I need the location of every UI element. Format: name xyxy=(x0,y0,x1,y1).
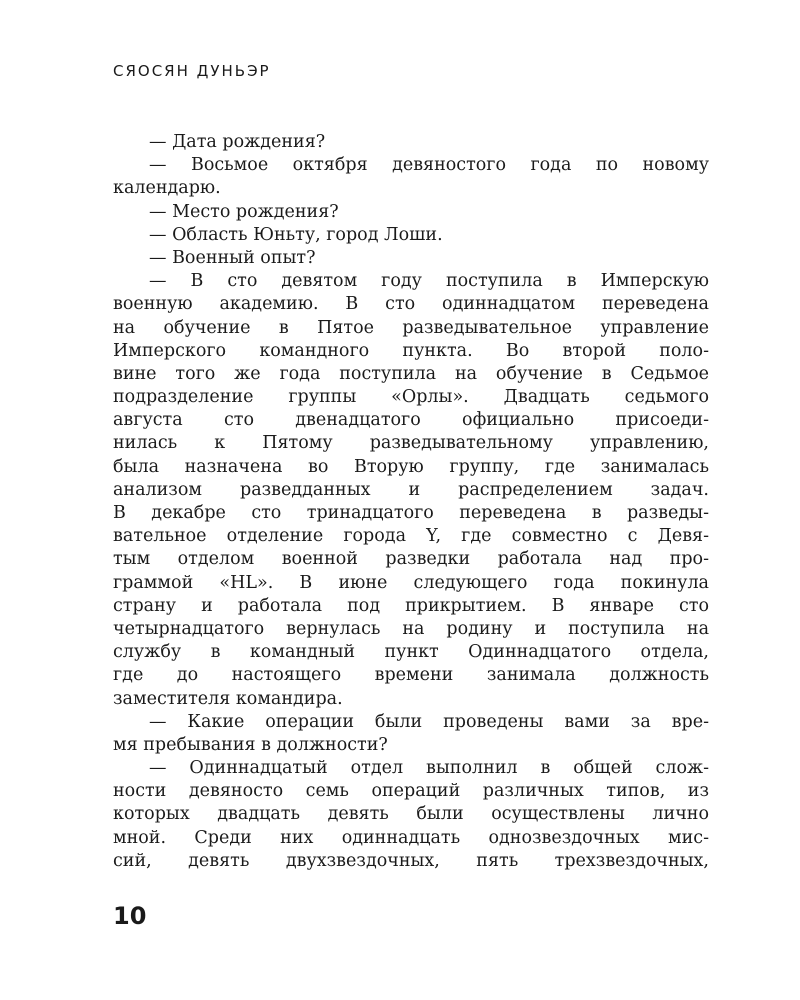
text-line: страну и работала под прикрытием. В январе сто xyxy=(113,595,709,616)
page-number: 10 xyxy=(113,902,147,930)
text-line: тым отделом военной разведки работала над про- xyxy=(113,549,709,570)
text-line: — Какие операции были проведены вами за вре- xyxy=(149,711,709,732)
text-line: — Место рождения? xyxy=(149,201,339,222)
body-text xyxy=(113,131,709,873)
text-line: — Дата рождения? xyxy=(149,132,326,152)
text-line: — Восьмое октября девяностого года по новому xyxy=(149,155,709,176)
text-line: которых двадцать девять были осуществлены лично xyxy=(113,804,709,825)
text-line: была назначена во Вторую группу, где занималась xyxy=(113,456,709,477)
text-line: Имперского командного пункта. Во второй поло- xyxy=(113,340,709,361)
text-line: четырнадцатого вернулась на родину и поступила на xyxy=(113,618,709,639)
text-line: В декабре сто тринадцатого переведена в разведы- xyxy=(113,503,709,523)
text-line: мной. Среди них одиннадцать однозвездочных мис- xyxy=(113,827,709,848)
text-line: мя пребывания в должности? xyxy=(113,734,388,755)
text-line: заместителя командира. xyxy=(113,688,343,709)
text-line: сий, девять двухзвездочных, пять трехзвездочных, xyxy=(113,850,709,871)
text-line: вине того же года поступила на обучение в Седьмое xyxy=(113,363,709,384)
text-line: анализом разведданных и распределением задач. xyxy=(113,479,709,500)
text-line: — Военный опыт? xyxy=(149,247,316,268)
text-line: — Одиннадцатый отдел выполнил в общей слож- xyxy=(149,758,709,779)
text-line: граммой «HL». В июне следующего года покинула xyxy=(113,572,709,593)
text-line: ности девяносто семь операций различных типов, из xyxy=(113,781,709,802)
running-head: СЯОСЯН ДУНЬЭР xyxy=(113,62,271,80)
text-line: августа сто двенадцатого официально присоеди- xyxy=(113,410,709,431)
text-line: нилась к Пятому разведывательному управлению, xyxy=(113,433,709,454)
text-line: службу в командный пункт Одиннадцатого отдела, xyxy=(113,642,709,663)
text-line: вательное отделение города Y, где совместно с Девя- xyxy=(113,526,709,547)
text-line: где до настоящего времени занимала должность xyxy=(113,665,709,686)
text-line: — В сто девятом году поступила в Имперскую xyxy=(149,271,709,292)
text-line: подразделение группы «Орлы». Двадцать седьмого xyxy=(113,387,709,408)
text-line: календарю. xyxy=(113,178,221,199)
text-line: — Область Юньту, город Лоши. xyxy=(149,224,443,245)
text-line: военную академию. В сто одиннадцатом переведена xyxy=(113,294,709,315)
text-line: на обучение в Пятое разведывательное управление xyxy=(113,317,709,338)
